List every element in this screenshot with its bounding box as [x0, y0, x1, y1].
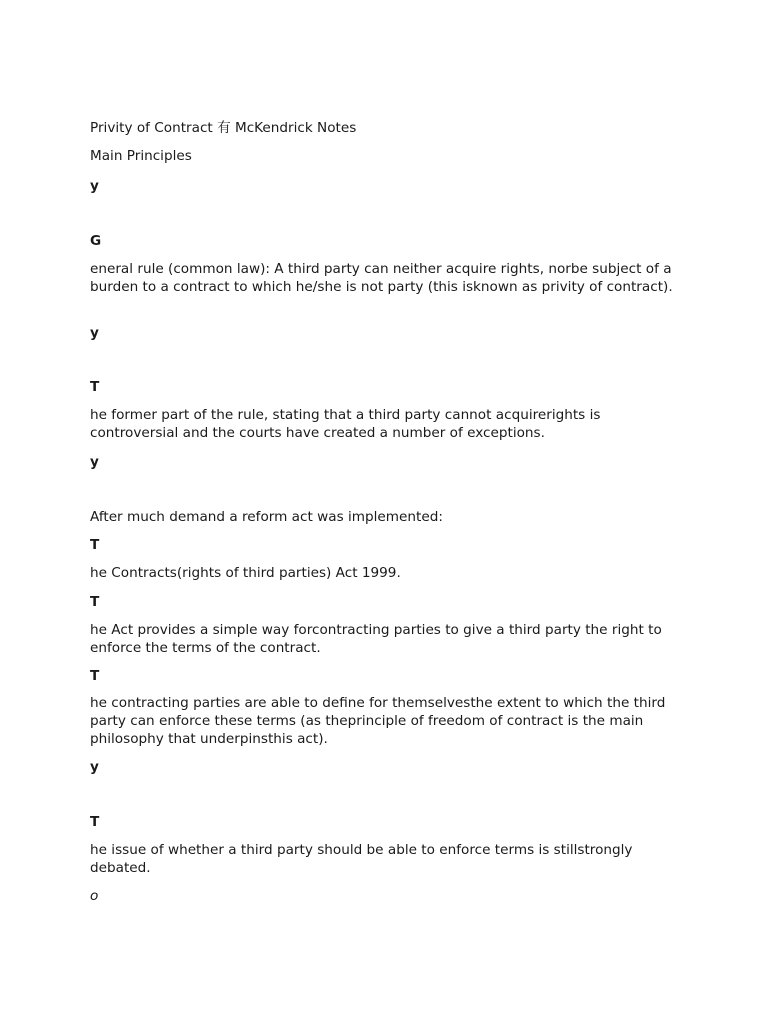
bullet-marker: y: [90, 325, 99, 341]
drop-letter: T: [90, 379, 100, 395]
drop-letter: T: [90, 814, 100, 830]
drop-letter: G: [90, 233, 102, 249]
drop-letter: T: [90, 594, 100, 610]
drop-letter: T: [90, 537, 100, 553]
document-subtitle: Main Principles: [90, 148, 192, 164]
bullet-marker: o: [90, 888, 99, 904]
bullet-marker: y: [90, 759, 99, 775]
paragraph-contracts-act: he Contracts(rights of third parties) Act 1999.: [90, 565, 401, 581]
drop-letter: T: [90, 668, 100, 684]
paragraph-reform-act: After much demand a reform act was implemented:: [90, 509, 443, 525]
paragraph-act-provides: he Act provides a simple way forcontracting parties to give a third party the right to enforce the terms of the contract.: [90, 622, 662, 656]
paragraph-issue-debated: he issue of whether a third party should be able to enforce terms is stillstrongly debated.: [90, 842, 633, 876]
paragraph-general-rule: eneral rule (common law): A third party can neither acquire rights, norbe subject of a burden to a contract to which he/she is not party (this isknown as privity of contract).: [90, 261, 673, 295]
bullet-marker: y: [90, 454, 99, 470]
document-title: Privity of Contract 有 McKendrick Notes: [90, 120, 357, 136]
bullet-marker: y: [90, 178, 99, 194]
paragraph-contracting-parties: he contracting parties are able to define for themselvesthe extent to which the third party can enforce these terms (as theprinciple of freedom of contract is the main philosophy that underpinsthis act).: [90, 695, 666, 747]
paragraph-former-part: he former part of the rule, stating that a third party cannot acquirerights is controversial and the courts have created a number of exceptions.: [90, 407, 601, 441]
